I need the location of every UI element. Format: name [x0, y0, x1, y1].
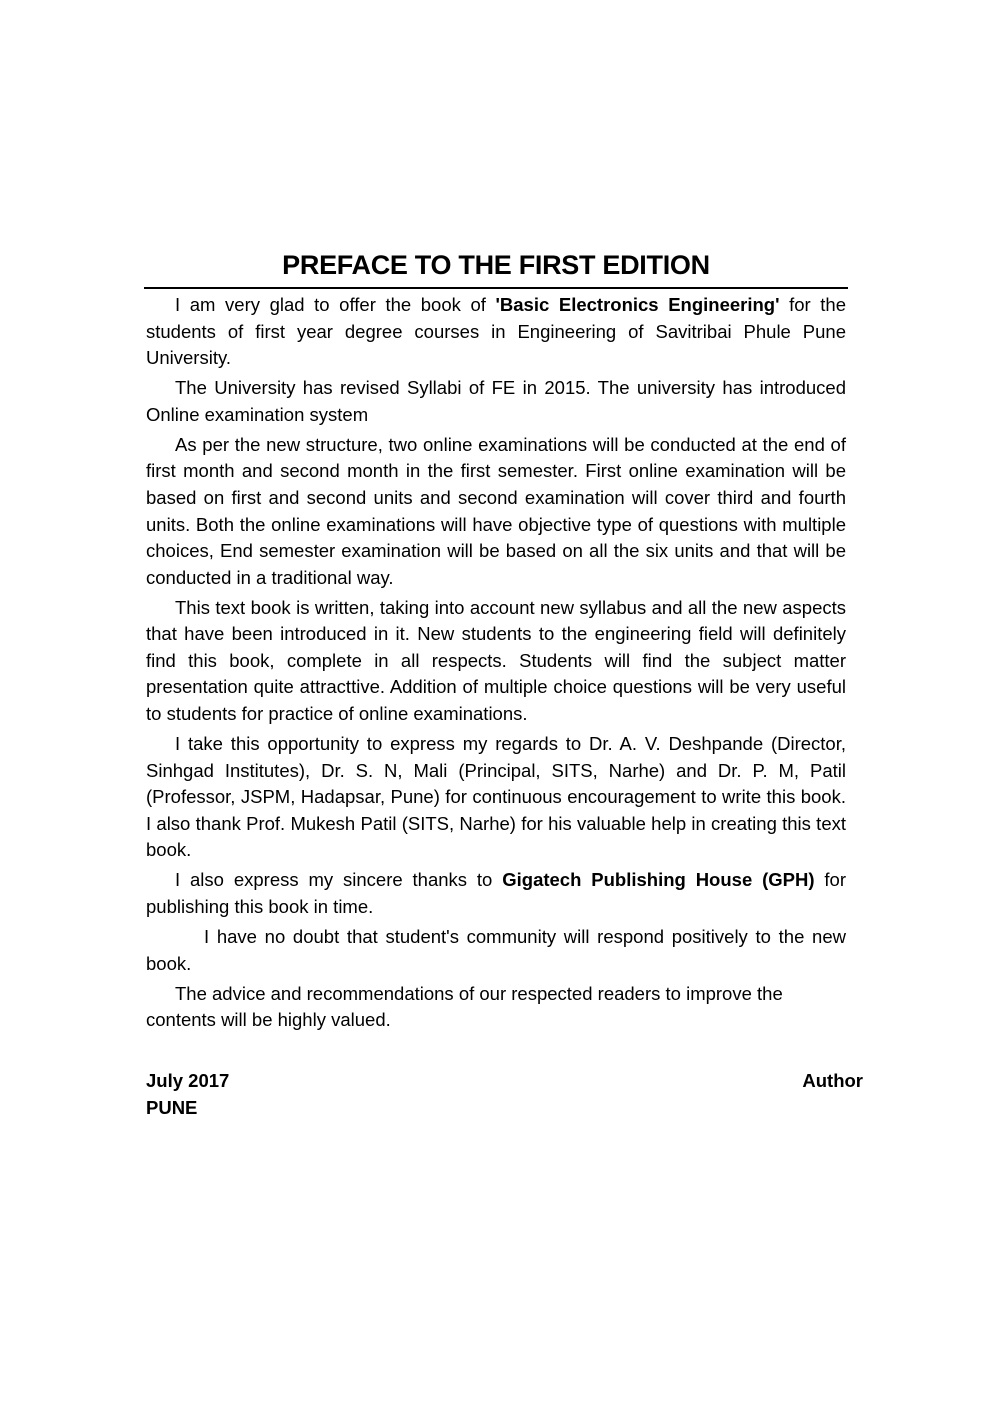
signature-place: PUNE [146, 1097, 198, 1118]
paragraph-advice: The advice and recommendations of our respected readers to improve the contents will be highly valued. [146, 982, 783, 1031]
paragraph-regards: I take this opportunity to express my regards to Dr. A. V. Deshpande (Director, Sinhgad Institutes), Dr. S. N, Mali (Principal, SITS, Narhe) and Dr. P. M, Patil (Professor, JSPM, Hadapsar, Pune) for continuous encouragement to write this book. I also thank Prof. Mukesh Patil (SITS, Narhe) for his valuable help in creating this text book. [146, 733, 846, 861]
paragraph-publisher-before: I also express my sincere thanks to [175, 869, 503, 891]
paragraph-intro-after: for the students of first year degree courses in Engineering of Savitribai Phule Pune University. [146, 294, 846, 369]
paragraph-publisher-after: for publishing this book in time. [146, 869, 846, 918]
signature-date: July 2017 [146, 1070, 230, 1091]
publisher-name: Gigatech Publishing House (GPH) [502, 869, 815, 891]
paragraph-textbook: This text book is written, taking into account new syllabus and all the new aspects that have been introduced in it. New students to the engineering field will definitely find this book, complete in all respects. Students will find the subject matter presentation quite attracttive. Addition of multiple choice questions will be very useful to students for practice of online examinations. [146, 596, 846, 725]
paragraph-community: I have no doubt that student's community will respond positively to the new book. [146, 926, 846, 974]
preface-body [146, 292, 846, 1037]
paragraph-intro-before: I am very glad to offer the book of [175, 294, 496, 315]
signature-author: Author [802, 1070, 863, 1091]
book-title: 'Basic Electronics Engineering' [495, 294, 780, 315]
page-title: PREFACE TO THE FIRST EDITION [282, 250, 710, 280]
paragraph-publisher [146, 867, 846, 920]
paragraph-syllabus: The University has revised Syllabi of FE in 2015. The university has introduced Online examination system [146, 377, 846, 425]
paragraph-intro [146, 292, 846, 372]
paragraph-structure: As per the new structure, two online examinations will be conducted at the end of first month and second month in the first semester. First online examination will be based on first and second units and second examination will cover third and fourth units. Both the online examinations will have objective type of questions with multiple choices, End semester examination will be based on all the six units and that will be conducted in a traditional way. [146, 433, 846, 588]
title-underline-divider [144, 287, 848, 289]
